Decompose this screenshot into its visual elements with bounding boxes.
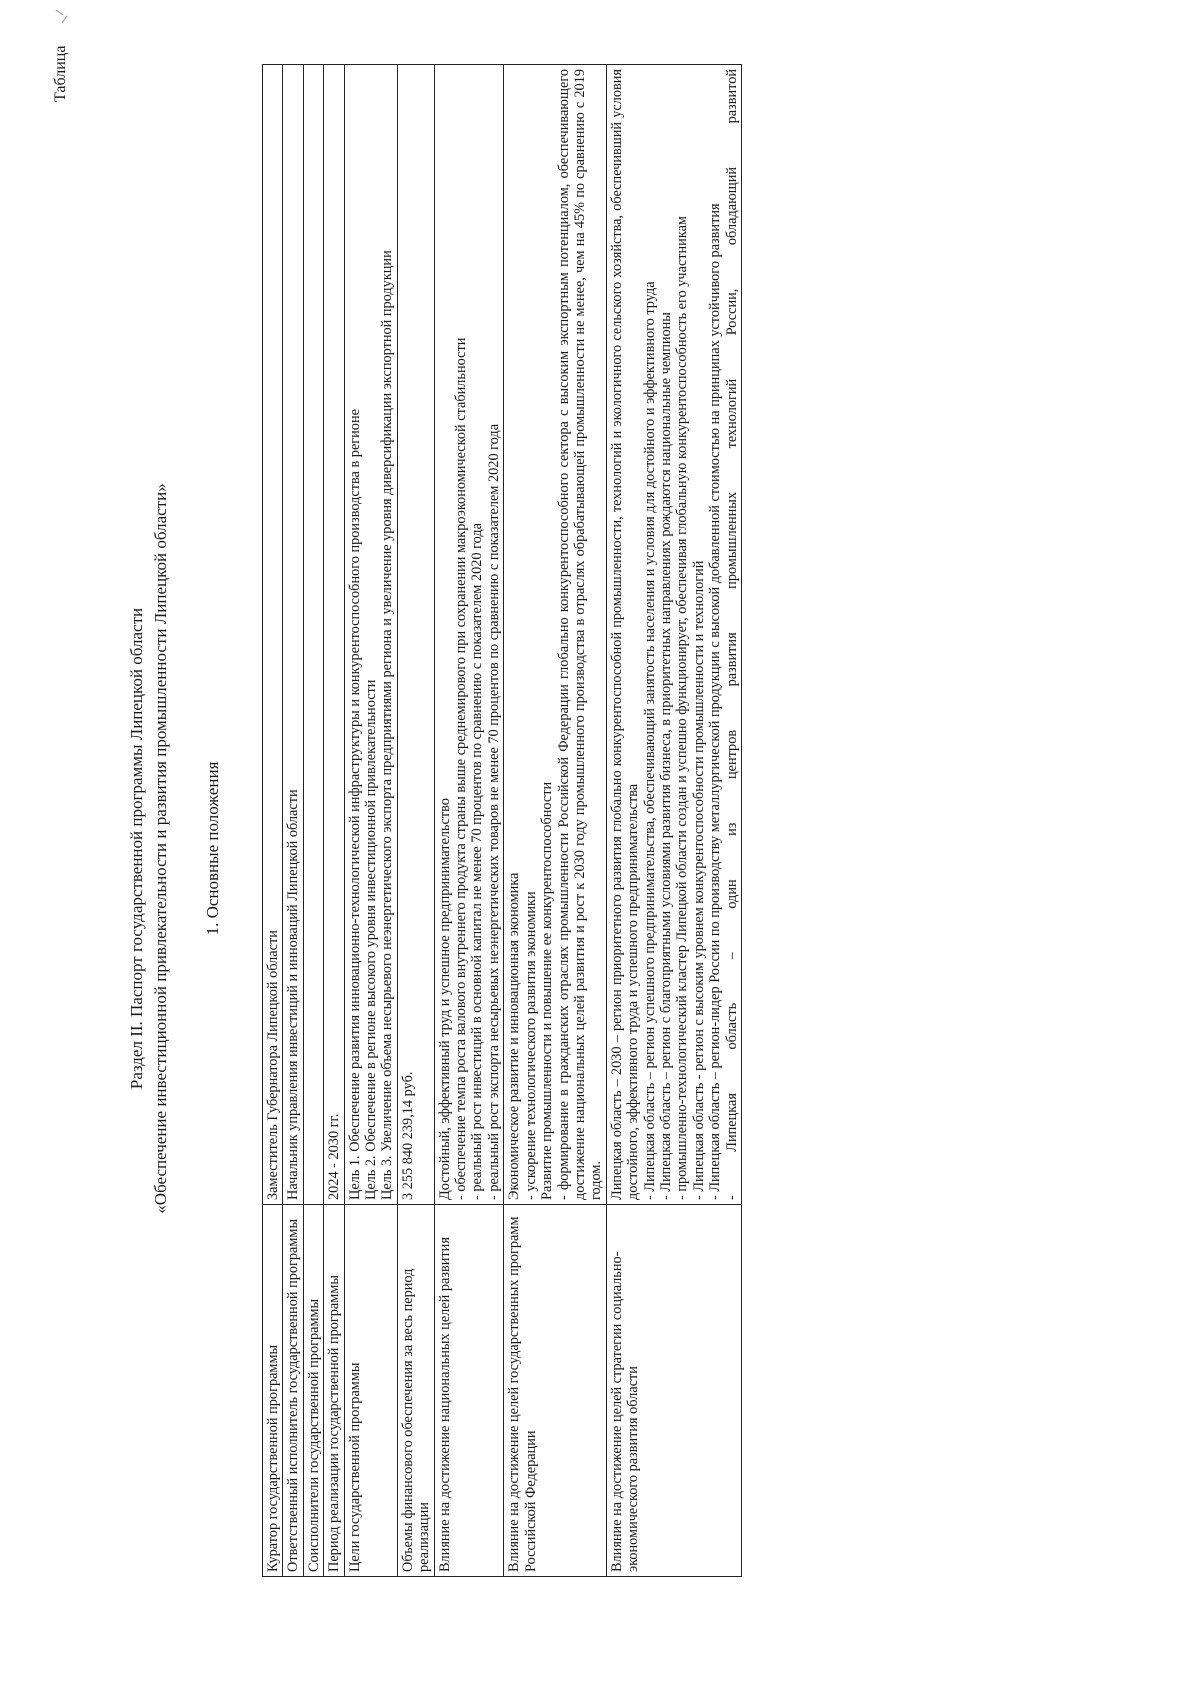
regional-strategy-value bbox=[606, 65, 741, 1205]
period-value: 2024 - 2030 гг. bbox=[324, 65, 344, 1205]
national-goals-label: Влияние на достижение национальных целей развития bbox=[434, 1205, 504, 1577]
state-program-item: - формирование в гражданских отраслях промышленности Российской Федерации глобально конкурентоспособного сектора с высоким экспортным потенциалом, обеспечивающего достижение национальных целей развития и рост к 2030 году промышленного производства в отраслях обрабатывающей промышленности не менее, чем на 45% по сравнению с 2019 годом. bbox=[555, 69, 605, 1200]
funding-label: Объемы финансового обеспечения за весь период реализации bbox=[397, 1205, 434, 1577]
state-programs-label: Влияние на достижение целей государственных программ Российской Федерации bbox=[504, 1205, 606, 1577]
goals-value bbox=[344, 65, 397, 1205]
strategy-item: Липецкая область – 2030 – регион приоритетного развития глобально конкурентоспособной промышленности, технологий и экологичного сельского хозяйства, обеспечивший условия достойного, эффективного труда и успешного предпринимательства bbox=[608, 69, 642, 1200]
executor-value: Начальник управления инвестиций и инноваций Липецкой области bbox=[283, 65, 303, 1205]
strategy-item: - Липецкая область – один из центров развития промышленных технологий России, обладающий развитой bbox=[723, 69, 740, 1200]
national-goals-value bbox=[434, 65, 504, 1205]
passport-table bbox=[262, 64, 742, 1577]
strategy-item: - Липецкая область – регион-лидер России по производству металлургической продукции с высокой добавленной стоимостью на принципах устойчивого развития bbox=[707, 203, 724, 1200]
period-label: Период реализации государственной программы bbox=[324, 1205, 344, 1577]
state-program-item: Экономическое развитие и инновационная экономика bbox=[506, 872, 523, 1200]
strategy-item: - Липецкая область – регион успешного предпринимательства, обеспечивающий занятость населения и условия для достойного и эффективного труда bbox=[641, 281, 658, 1200]
table-row bbox=[504, 65, 606, 1577]
table-row bbox=[434, 65, 504, 1577]
national-goal-item: - обеспечение темпа роста валового внутреннего продукта страны выше среднемирового при сохранении макроэкономической стабильности bbox=[453, 337, 470, 1200]
goals-label: Цели государственной программы bbox=[344, 1205, 397, 1577]
co-executors-value bbox=[303, 65, 323, 1205]
state-program-item: - ускорение технологического развития экономики bbox=[522, 891, 539, 1200]
table-row bbox=[283, 65, 303, 1577]
curator-label: Куратор государственной программы bbox=[263, 1205, 283, 1577]
strategy-item: - Липецкая область - регион с высоким уровнем конкурентоспособности промышленности и технологий bbox=[690, 560, 707, 1200]
table-label: Таблица bbox=[52, 45, 69, 102]
state-program-item: Развитие промышленности и повышение ее конкурентоспособности bbox=[539, 781, 556, 1200]
table-row bbox=[344, 65, 397, 1577]
subsection-title: 1. Основные положения bbox=[203, 761, 222, 936]
table-row bbox=[303, 65, 323, 1577]
program-title: «Обеспечение инвестиционной привлекательности и развития промышленности Липецкой области» bbox=[151, 483, 170, 1214]
table-row bbox=[397, 65, 434, 1577]
goal-3: Цель 3. Увеличение объема несырьевого неэнергетического экспорта предприятиями региона и увеличение уровня диверсификации экспортной продукции bbox=[379, 250, 396, 1200]
curator-value: Заместитель Губернатора Липецкой области bbox=[263, 65, 283, 1205]
section-title: Раздел II. Паспорт государственной программы Липецкой области bbox=[127, 607, 146, 1090]
national-goal-item: - реальный рост инвестиций в основной капитал не менее 70 процентов по сравнению с показателем 2020 года bbox=[469, 523, 486, 1200]
state-programs-value bbox=[504, 65, 606, 1205]
goal-1: Цель 1. Обеспечение развития инновационно-технологической инфраструктуры и конкурентоспособного производства в регионе bbox=[346, 409, 363, 1200]
national-goal-item: - реальный рост экспорта несырьевых неэнергетических товаров не менее 70 процентов по сравнению с показателем 2020 года bbox=[485, 423, 502, 1200]
co-executors-label: Соисполнители государственной программы bbox=[303, 1205, 323, 1577]
regional-strategy-label: Влияние на достижение целей стратегии социально-экономического развития области bbox=[606, 1205, 741, 1577]
strategy-item: - Липецкая область – регион с благоприятными условиями развития бизнеса, в приоритетных направлениях рождаются национальные чемпионы bbox=[657, 312, 674, 1200]
table-row bbox=[606, 65, 741, 1577]
table-row bbox=[324, 65, 344, 1577]
goal-2: Цель 2. Обеспечение в регионе высокого уровня инвестиционной привлекательности bbox=[363, 679, 380, 1200]
funding-value: 3 255 840 239,14 руб. bbox=[397, 65, 434, 1205]
executor-label: Ответственный исполнитель государственной программы bbox=[283, 1205, 303, 1577]
strategy-item: - промышленно-технологический кластер Липецкой области создан и успешно функционирует, обеспечивая глобальную конкурентоспособность его участникам bbox=[674, 216, 691, 1200]
table-row bbox=[263, 65, 283, 1577]
national-goal-item: Достойный, эффективный труд и успешное предпринимательство bbox=[436, 798, 453, 1200]
